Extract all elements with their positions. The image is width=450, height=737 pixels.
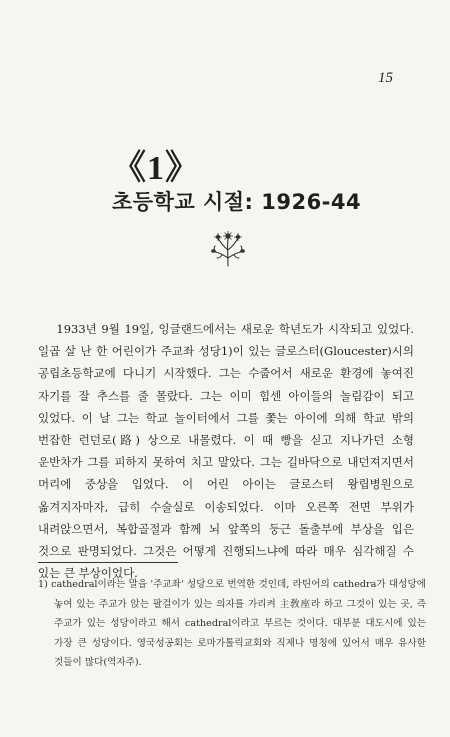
- page-number: 15: [378, 70, 393, 86]
- footnote-divider: [38, 562, 178, 563]
- chapter-number: 《1》: [112, 150, 200, 187]
- footnote: 1) cathedral이라는 말을 '주교좌' 성당으로 번역한 것인데, 라틴어의 cathedra가 대성당에 놓여 있는 주교가 앉는 팔걸이가 있는 의자를 가리켜 主敎座라 하고 그것이 있는 곳, 즉 주교가 있는 성당이라고 해서 cathedral이라고 부르는 것이다. 대부분 대도시에 있는 가장 큰 성당이다. 영국성공회는 로마가톨릭교회와 직제나 명칭에 있어서 매우 유사한 것들이 많다(역자주).: [38, 579, 426, 668]
- chapter-title: 초등학교 시절: 1926-44: [112, 190, 362, 214]
- flower-sprig-icon: [208, 228, 248, 272]
- body-paragraph: 1933년 9월 19일, 잉글랜드에서는 새로운 학년도가 시작되고 있었다. 일곱 살 난 한 어린이가 주교좌 성당1)이 있는 글로스터(Gloucester)시의 공립초등학교에 다니기 시작했다. 그는 수줍어서 새로운 환경에 놓여진 자기를 잘 추스를 줄 몰랐다. 그는 이미 힘센 아이들의 놀림감이 되고 있었다. 이 날 그는 학교 놀이터에서 그를 쫓는 아이에 의해 학교 밖의 번잡한 런던로(路) 상으로 내몰렸다. 이 때 빵을 싣고 지나가던 소형 운반차가 그를 피하지 못하여 치고 말았다. 그는 길바닥으로 내던져지면서 머리에 중상을 입었다. 이 어린 아이는 글로스터 왕립병원으로 옮겨지자마자, 급히 수술실로 이송되었다. 이마 오른쪽 전면 부위가 내려앉으면서, 복합골절과 함께 뇌 앞쪽의 둥근 돌출부에 부상을 입은 것으로 판명되었다. 그것은 어떻게 진행되느냐에 따라 매우 심각해질 수 있는 큰 부상이었다.: [38, 322, 414, 581]
